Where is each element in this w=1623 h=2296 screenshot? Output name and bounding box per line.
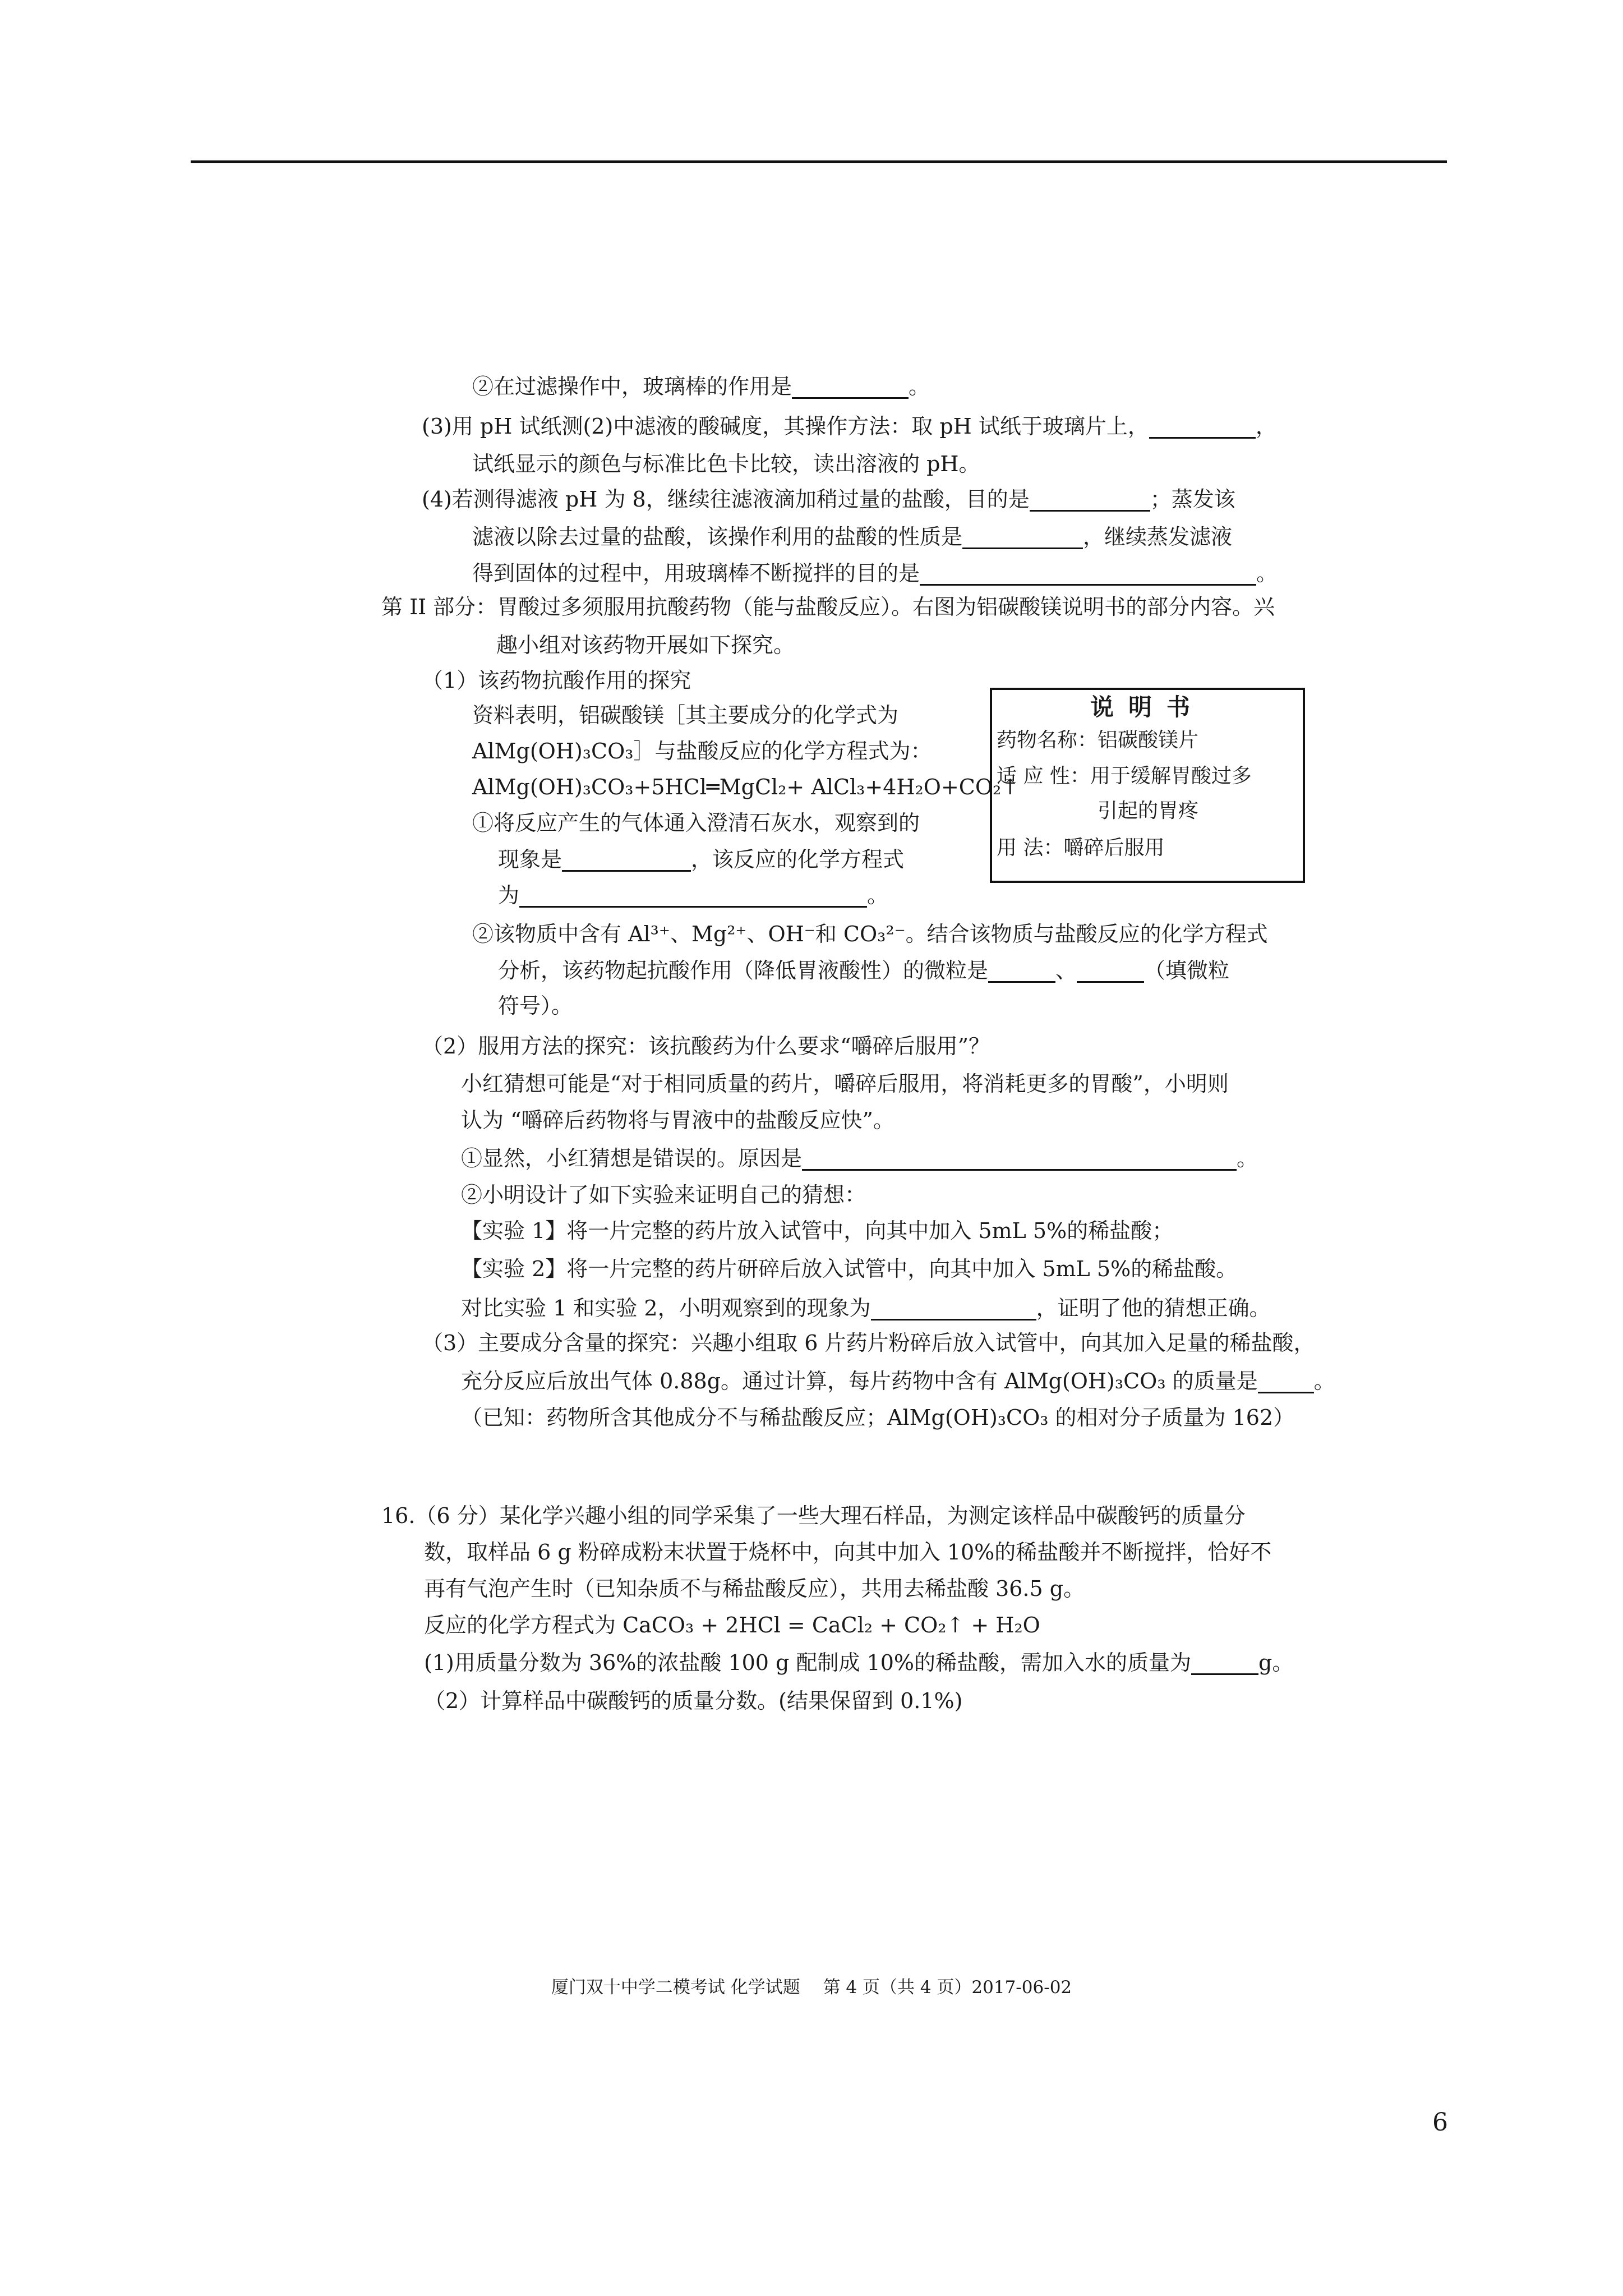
q3-line1-part2: （3）主要成分含量的探究：兴趣小组取 6 片药片粉碎后放入试管中，向其加入足量的稀盐酸，	[422, 1331, 1315, 1355]
answer-blank	[988, 961, 1055, 983]
answer-blank	[792, 377, 909, 399]
q2-compare: 对比实验 1 和实验 2，小明观察到的现象为 ，证明了他的猜想正确。	[461, 1296, 1271, 1320]
q2-sub1: ①显然，小红猜想是错误的。原因是 。	[461, 1146, 1258, 1171]
q1-line1: 资料表明，铝碳酸镁［其主要成分的化学式为	[472, 703, 899, 728]
q16-line4: 反应的化学方程式为 CaCO₃ + 2HCl = CaCl₂ + CO₂↑ + H₂O	[424, 1613, 1040, 1637]
q3-line1: (3)用 pH 试纸测(2)中滤液的酸碱度，其操作方法：取 pH 试纸于玻璃片上， ，	[422, 414, 1277, 439]
q4-line2: 滤液以除去过量的盐酸，该操作利用的盐酸的性质是 ，继续蒸发滤液	[472, 524, 1233, 549]
part2-intro-line2: 趣小组对该药物开展如下探究。	[496, 633, 795, 657]
manual-row-name: 药物名称：铝碳酸镁片	[997, 729, 1199, 752]
answer-blank	[871, 1299, 1036, 1320]
q16-line3: 再有气泡产生时（已知杂质不与稀盐酸反应），共用去稀盐酸 36.5 g。	[424, 1576, 1085, 1601]
answer-blank	[920, 564, 1256, 586]
q2-exp2: 【实验 2】将一片完整的药片研碎后放入试管中，向其中加入 5mL 5%的稀盐酸。	[461, 1257, 1238, 1281]
page-number: 6	[1432, 2108, 1448, 2137]
answer-blank	[802, 1149, 1237, 1171]
q1-sub2-line3: 符号）。	[498, 993, 573, 1018]
q16-line1: 16.（6 分）某化学兴趣小组的同学采集了一些大理石样品，为测定该样品中碳酸钙的质量分	[381, 1503, 1246, 1528]
q16-line6: （2）计算样品中碳酸钙的质量分数。(结果保留到 0.1%)	[424, 1688, 963, 1713]
q2-line1: 小红猜想可能是“对于相同质量的药片，嚼碎后服用，将消耗更多的胃酸”，小明则	[461, 1071, 1229, 1096]
answer-blank	[1191, 1653, 1258, 1675]
q3-line2-part2: 充分反应后放出气体 0.88g。通过计算，每片药物中含有 AlMg(OH)₃CO₃ 的质量是 。	[461, 1369, 1335, 1393]
q4-line3: 得到固体的过程中，用玻璃棒不断搅拌的目的是 。	[472, 561, 1278, 586]
q1-sub1-line3: 为 。	[498, 883, 889, 908]
q2-exp1: 【实验 1】将一片完整的药片放入试管中，向其中加入 5mL 5%的稀盐酸；	[461, 1218, 1174, 1243]
answer-blank	[562, 850, 691, 872]
q16-line5: (1)用质量分数为 36%的浓盐酸 100 g 配制成 10%的稀盐酸，需加入水的质量为 g。	[424, 1650, 1294, 1675]
answer-blank	[1030, 490, 1150, 512]
q1-sub1-line1: ①将反应产生的气体通入澄清石灰水，观察到的	[472, 811, 920, 835]
answer-blank	[519, 886, 867, 908]
q1-heading: （1）该药物抗酸作用的探究	[422, 668, 691, 693]
answer-blank	[1077, 961, 1144, 983]
answer-blank	[1258, 1372, 1314, 1393]
manual-row-indication-cont: 引起的胃疼	[1098, 799, 1199, 822]
q1-equation: AlMg(OH)₃CO₃+5HCl═MgCl₂+ AlCl₃+4H₂O+CO₂↑	[472, 775, 1020, 799]
manual-row-usage: 用 法：嚼碎后服用	[997, 836, 1165, 859]
part2-intro-line1: 第 II 部分：胃酸过多须服用抗酸药物（能与盐酸反应）。右图为铝碳酸镁说明书的部分内容。兴	[381, 595, 1275, 619]
q2-sub2: ②小明设计了如下实验来证明自己的猜想：	[461, 1182, 866, 1207]
manual-row-indication: 适 应 性：用于缓解胃酸过多	[997, 765, 1252, 788]
q2-line2: 认为 “嚼碎后药物将与胃液中的盐酸反应快”。	[461, 1108, 895, 1133]
page-footer: 厦门双十中学二模考试 化学试题 第 4 页（共 4 页）2017-06-02	[551, 1977, 1072, 1998]
medicine-manual-box	[990, 688, 1305, 883]
q1-line2: AlMg(OH)₃CO₃］与盐酸反应的化学方程式为：	[472, 739, 932, 763]
q3-line2: 试纸显示的颜色与标准比色卡比较，读出溶液的 pH。	[472, 452, 980, 476]
q1-sub1-line2: 现象是 ，该反应的化学方程式	[498, 847, 905, 872]
answer-blank	[1149, 417, 1256, 439]
answer-blank	[962, 527, 1083, 549]
q1-sub2-line2: 分析，该药物起抗酸作用（降低胃液酸性）的微粒是 、 （填微粒	[498, 958, 1230, 983]
header-rule	[191, 160, 1447, 163]
q2-heading: （2）服用方法的探究：该抗酸药为什么要求“嚼碎后服用”？	[422, 1034, 990, 1059]
q2-sub2-line: ②在过滤操作中，玻璃棒的作用是 。	[472, 374, 930, 399]
q3-note: （已知：药物所含其他成分不与稀盐酸反应；AlMg(OH)₃CO₃ 的相对分子质量为 162）	[461, 1405, 1295, 1430]
manual-title: 说明书	[1090, 693, 1205, 721]
q1-sub2-line1: ②该物质中含有 Al³⁺、Mg²⁺、OH⁻和 CO₃²⁻。结合该物质与盐酸反应的化学方程式	[472, 922, 1268, 946]
q4-line1: (4)若测得滤液 pH 为 8，继续往滤液滴加稍过量的盐酸，目的是 ；蒸发该	[422, 487, 1235, 512]
q16-line2: 数，取样品 6 g 粉碎成粉末状置于烧杯中，向其中加入 10%的稀盐酸并不断搅拌，恰好不	[424, 1540, 1272, 1565]
